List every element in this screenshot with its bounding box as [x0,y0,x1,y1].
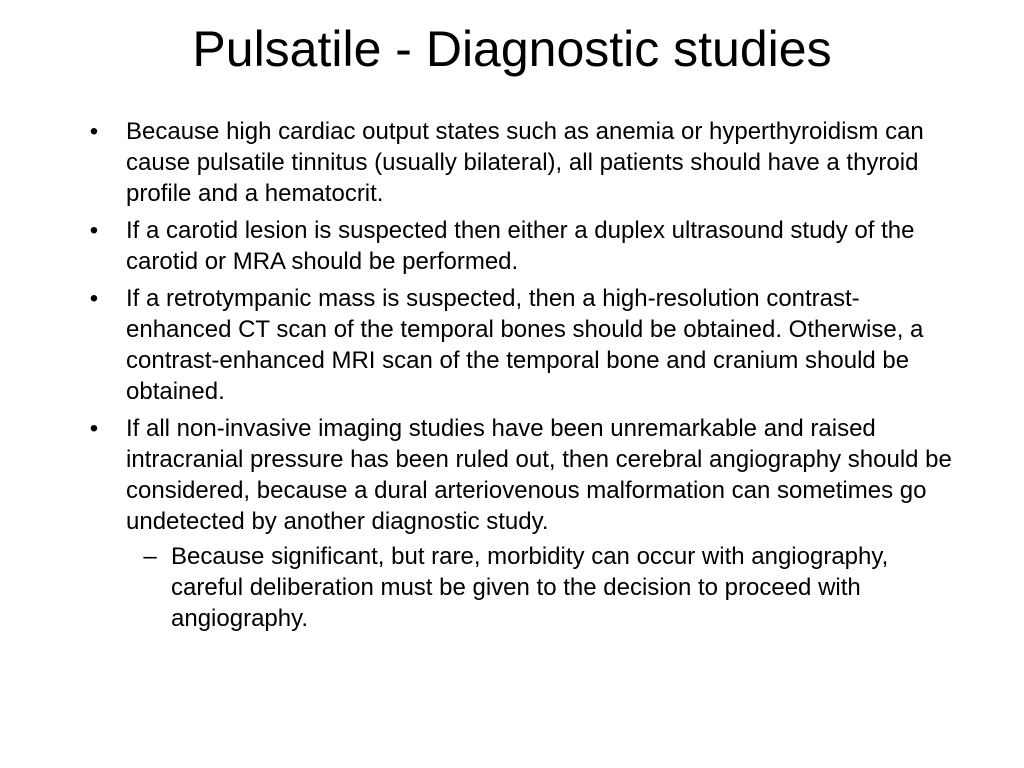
bullet-marker: • [89,217,99,244]
bullet-item [84,116,954,209]
bullet-list [84,116,954,640]
sub-bullet-text: Because significant, but rare, morbidity can occur with angiography, careful deliberation must be given to the decision to proceed with angiography. [171,543,889,632]
sub-bullet-item [126,541,954,634]
bullet-text: If a retrotympanic mass is suspected, then a high-resolution contrast-enhanced CT scan of the temporal bones should be obtained. Otherwise, a contrast-enhanced MRI scan of the temporal bone and cranium should be obtained. [126,285,924,405]
bullet-marker: • [89,118,99,145]
bullet-item [84,413,954,634]
bullet-marker: • [89,285,99,312]
bullet-item [84,283,954,407]
sub-bullet-marker: – [143,543,157,570]
bullet-item [84,215,954,277]
bullet-text: If all non-invasive imaging studies have been unremarkable and raised intracranial pressure has been ruled out, then cerebral angiography should be considered, because a dural arteriovenous malformation can sometimes go undetected by another diagnostic study. [126,415,952,535]
bullet-text: Because high cardiac output states such as anemia or hyperthyroidism can cause pulsatile tinnitus (usually bilateral), all patients should have a thyroid profile and a hematocrit. [126,118,924,207]
slide-title: Pulsatile - Diagnostic studies [192,21,832,77]
sub-bullet-list [126,541,954,634]
bullet-marker: • [89,415,99,442]
bullet-text: If a carotid lesion is suspected then either a duplex ultrasound study of the carotid or MRA should be performed. [126,217,915,275]
